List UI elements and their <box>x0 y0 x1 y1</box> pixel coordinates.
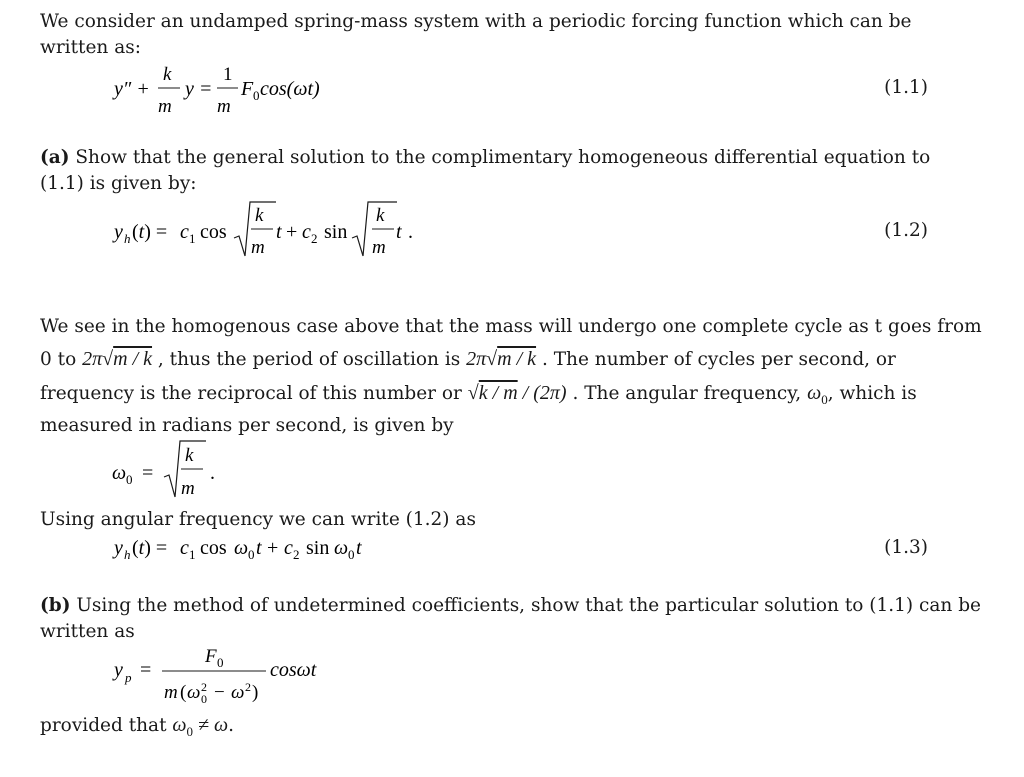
svg-text:1: 1 <box>189 231 196 246</box>
svg-text:.: . <box>210 462 215 484</box>
svg-text:m: m <box>158 96 172 117</box>
condition-expression: $\omega_0 \ne \omega$ <box>172 714 229 739</box>
part-b-text: Using the method of undetermined coefficients, show that the particular solution to (1.1) can be <box>70 595 982 616</box>
part-b-line-1 <box>40 593 981 619</box>
part-a-label: (a) <box>40 147 70 168</box>
svg-text:0: 0 <box>126 472 133 487</box>
svg-text:y: y <box>114 659 123 681</box>
paragraph-line-2-c: . The number of cycles per second, or <box>541 349 896 370</box>
part-b-line-2: written as <box>40 621 135 642</box>
svg-text:k: k <box>376 205 385 226</box>
paragraph-line-2-b: , thus the period of oscillation is <box>157 349 461 370</box>
svg-text:F: F <box>241 78 254 100</box>
svg-text:k: k <box>255 205 264 226</box>
svg-text:1: 1 <box>189 547 196 562</box>
equation-1-3 <box>110 530 400 564</box>
svg-text:k: k <box>185 445 194 466</box>
svg-text:1: 1 <box>223 64 233 85</box>
svg-text:+: + <box>286 221 298 243</box>
svg-text:ω: ω <box>112 462 127 484</box>
omega-zero-symbol: $\omega_0$ <box>807 382 828 407</box>
svg-text:−: − <box>214 682 225 703</box>
svg-text:m: m <box>164 682 178 703</box>
intro-line-1: We consider an undamped spring-mass system with a periodic forcing function which can be <box>40 11 912 32</box>
using-line: Using angular frequency we can write (1.2) as <box>40 509 476 530</box>
svg-text:sin: sin <box>306 537 330 559</box>
equation-particular-solution <box>110 642 350 708</box>
equation-1-3-number: (1.3) <box>884 537 928 558</box>
svg-text:(: ( <box>180 682 187 703</box>
equation-1-1-number: (1.1) <box>884 77 928 98</box>
svg-text:0: 0 <box>201 692 207 706</box>
svg-text:ω: ω <box>187 682 201 703</box>
svg-text:sin: sin <box>324 221 348 243</box>
svg-text:): ) <box>252 682 259 703</box>
svg-text:cos(ωt): cos(ωt) <box>260 78 320 100</box>
equation-omega-zero <box>108 437 248 503</box>
paragraph-line-3-a: frequency is the reciprocal of this number or <box>40 383 462 404</box>
svg-text:c: c <box>284 537 293 559</box>
svg-text:t: t <box>356 537 362 559</box>
part-a-line-2: (1.1) is given by: <box>40 173 197 194</box>
svg-text:m: m <box>217 96 231 117</box>
svg-text:t: t <box>256 537 262 559</box>
intro-line-2: written as: <box>40 37 141 58</box>
svg-text:m: m <box>251 237 265 258</box>
paragraph-line-4: measured in radians per second, is given by <box>40 415 454 436</box>
svg-text:c: c <box>180 537 189 559</box>
svg-text:2: 2 <box>245 680 251 694</box>
period-expression-1: 2π√m / k <box>82 348 153 370</box>
part-b-label: (b) <box>40 595 71 616</box>
period-expression-2: 2π√m / k <box>466 348 537 370</box>
frequency-expression: √k / m / (2π) <box>467 382 567 404</box>
svg-text:c: c <box>302 221 311 243</box>
svg-text:h: h <box>124 231 131 246</box>
paragraph-line-2 <box>40 346 896 376</box>
equation-1-2-number: (1.2) <box>884 220 928 241</box>
part-a-text: Show that the general solution to the complimentary homogeneous differential equation to <box>69 147 931 168</box>
svg-text:p: p <box>125 670 132 685</box>
svg-text:y: y <box>114 221 123 243</box>
svg-text:m: m <box>181 478 195 499</box>
svg-text:0: 0 <box>348 547 355 562</box>
svg-text:F: F <box>205 646 217 667</box>
svg-text:y″ +: y″ + <box>114 78 150 100</box>
svg-text:2: 2 <box>293 547 300 562</box>
provided-line <box>40 712 234 742</box>
paragraph-line-1: We see in the homogenous case above that the mass will undergo one complete cycle as t goes from <box>40 316 982 337</box>
svg-text:h: h <box>124 547 131 562</box>
svg-text:0: 0 <box>248 547 255 562</box>
paragraph-line-3-b: . The angular frequency, <box>572 383 802 404</box>
svg-text:y =: y = <box>185 78 213 100</box>
svg-text:cos: cos <box>200 537 227 559</box>
svg-text:.: . <box>408 221 413 243</box>
provided-period: . <box>228 715 235 736</box>
svg-text:t: t <box>276 221 282 243</box>
equation-1-2 <box>110 196 430 262</box>
svg-text:cosωt: cosωt <box>270 659 317 681</box>
svg-text:cos: cos <box>200 221 227 243</box>
svg-text:(t) =: (t) = <box>132 537 168 559</box>
svg-text:=: = <box>142 462 154 484</box>
svg-text:ω: ω <box>234 537 249 559</box>
svg-text:ω: ω <box>231 682 245 703</box>
svg-text:m: m <box>372 237 386 258</box>
svg-text:2: 2 <box>311 231 318 246</box>
paragraph-line-2-a: 0 to <box>40 349 77 370</box>
svg-text:t: t <box>396 221 402 243</box>
svg-text:2: 2 <box>201 680 207 694</box>
svg-text:+: + <box>267 537 279 559</box>
svg-text:y: y <box>114 537 123 559</box>
svg-text:k: k <box>163 64 172 85</box>
equation-1-1 <box>110 60 350 120</box>
svg-text:(t) =: (t) = <box>132 221 168 243</box>
svg-text:0: 0 <box>253 88 260 103</box>
part-a-line-1 <box>40 145 930 171</box>
paragraph-line-3 <box>40 380 917 410</box>
svg-text:ω: ω <box>334 537 349 559</box>
svg-text:c: c <box>180 221 189 243</box>
svg-text:=: = <box>140 659 152 681</box>
svg-text:0: 0 <box>217 655 224 670</box>
provided-text: provided that <box>40 715 167 736</box>
paragraph-line-3-c: , which is <box>827 383 917 404</box>
